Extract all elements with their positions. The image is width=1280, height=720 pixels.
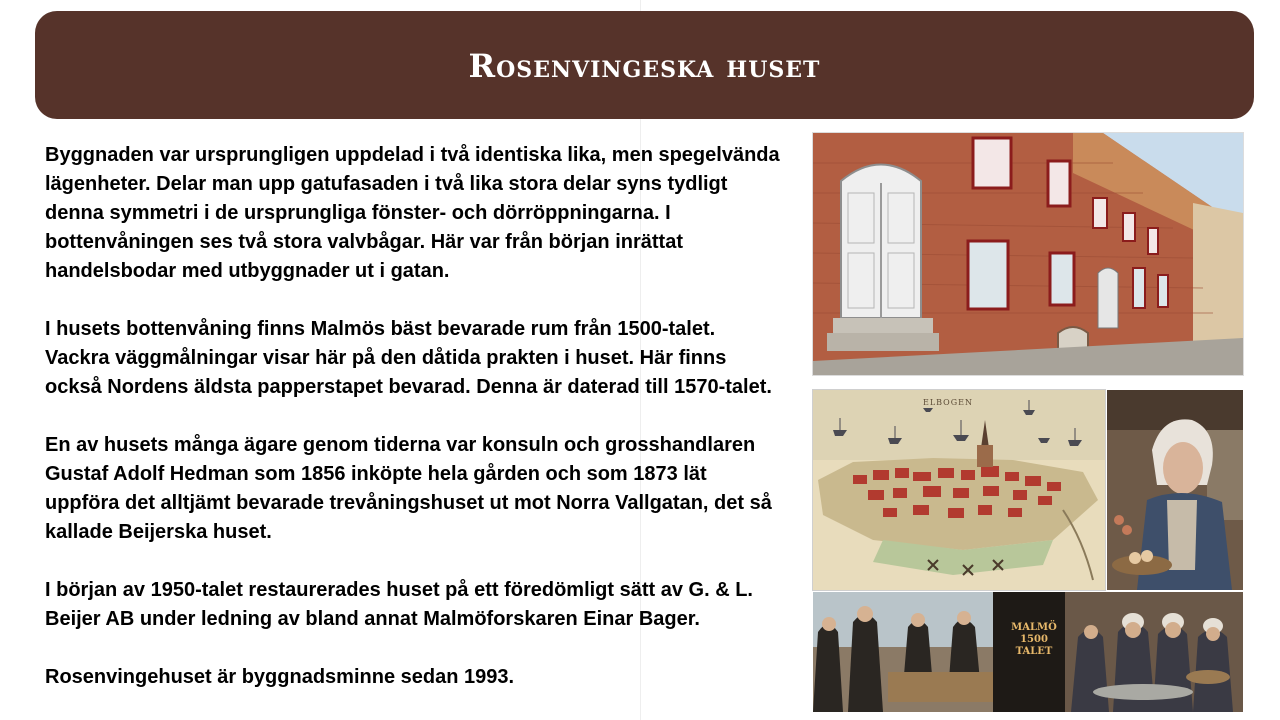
house-photo <box>813 133 1243 375</box>
malmo-label-line2: 1500 <box>1020 634 1048 645</box>
malmo-1500-label <box>1003 622 1065 658</box>
slide-title: Rosenvingeska huset <box>468 47 821 85</box>
paragraph-2: I husets bottenvåning finns Malmös bäst bevarade rum från 1500-talet. Vackra väggmålningar visar här på den dåtida prakten i huset. Här finns också Nordens äldsta papperstapet bevarad. Denna är daterad till 1570-talet. <box>45 318 772 398</box>
map-caption: ELBOGEN <box>923 398 973 407</box>
market-scene-image <box>813 592 1243 712</box>
paragraph-5: Rosenvingehuset är byggnadsminne sedan 1993. <box>45 666 515 688</box>
malmo-label-line1: MALMÖ <box>1011 622 1057 633</box>
paragraph-1: Byggnaden var ursprungligen uppdelad i två identiska lika, men spegelvända lägenheter. Delar man upp gatufasaden i två lika stora delar syns tydligt denna symmetri i de ursprungliga fönster- och dörröppningarna. I bottenvåningen ses två stora valvbågar. Här var från början inrättat handelsbodar med utbyggnader ut i gatan. <box>45 144 780 282</box>
paragraph-4: I början av 1950-talet restaurerades huset på ett föredömligt sätt av G. & L. Beijer AB under ledning av bland annat Malmöforskaren Einar Bager. <box>45 579 753 630</box>
paragraph-3: En av husets många ägare genom tiderna var konsuln och grosshandlaren Gustaf Adolf Hedman som 1856 inköpte hela gården och som 1873 lät uppföra det alltjämt bevarade trevåningshuset ut mot Norra Vallgatan, det så kallade Beijerska huset. <box>45 434 772 543</box>
historic-map-image <box>813 390 1105 590</box>
woman-portrait-image <box>1107 390 1243 590</box>
body-text <box>45 141 785 692</box>
title-banner <box>35 11 1254 119</box>
malmo-label-line3: TALET <box>1015 646 1053 657</box>
